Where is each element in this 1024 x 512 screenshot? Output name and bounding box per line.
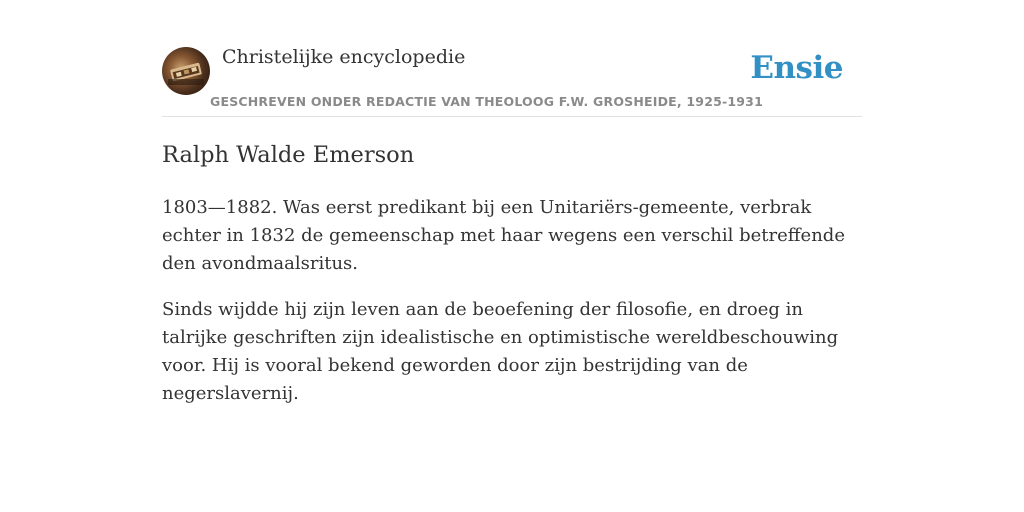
book-avatar-icon (162, 47, 210, 95)
source-title[interactable]: Christelijke encyclopedie (222, 46, 466, 68)
source-subtitle: GESCHREVEN ONDER REDACTIE VAN THEOLOOG F.W. GROSHEIDE, 1925-1931 (210, 94, 763, 109)
article-paragraph: 1803—1882. Was eerst predikant bij een Unitariërs-gemeente, verbrak echter in 1832 de gemeenschap met haar wegens een verschil betreffende den avondmaalsritus. (162, 197, 845, 274)
brand-logo[interactable]: Ensie (750, 50, 843, 86)
article-title: Ralph Walde Emerson (162, 142, 415, 168)
source-header (162, 44, 862, 117)
article (162, 138, 862, 426)
article-paragraph: Sinds wijdde hij zijn leven aan de beoefening der filosofie, en droeg in talrijke geschriften zijn idealistische en optimistische wereldbeschouwing voor. Hij is vooral bekend geworden door zijn bestrijding van de negerslavernij. (162, 299, 839, 404)
source-avatar[interactable] (162, 47, 210, 95)
